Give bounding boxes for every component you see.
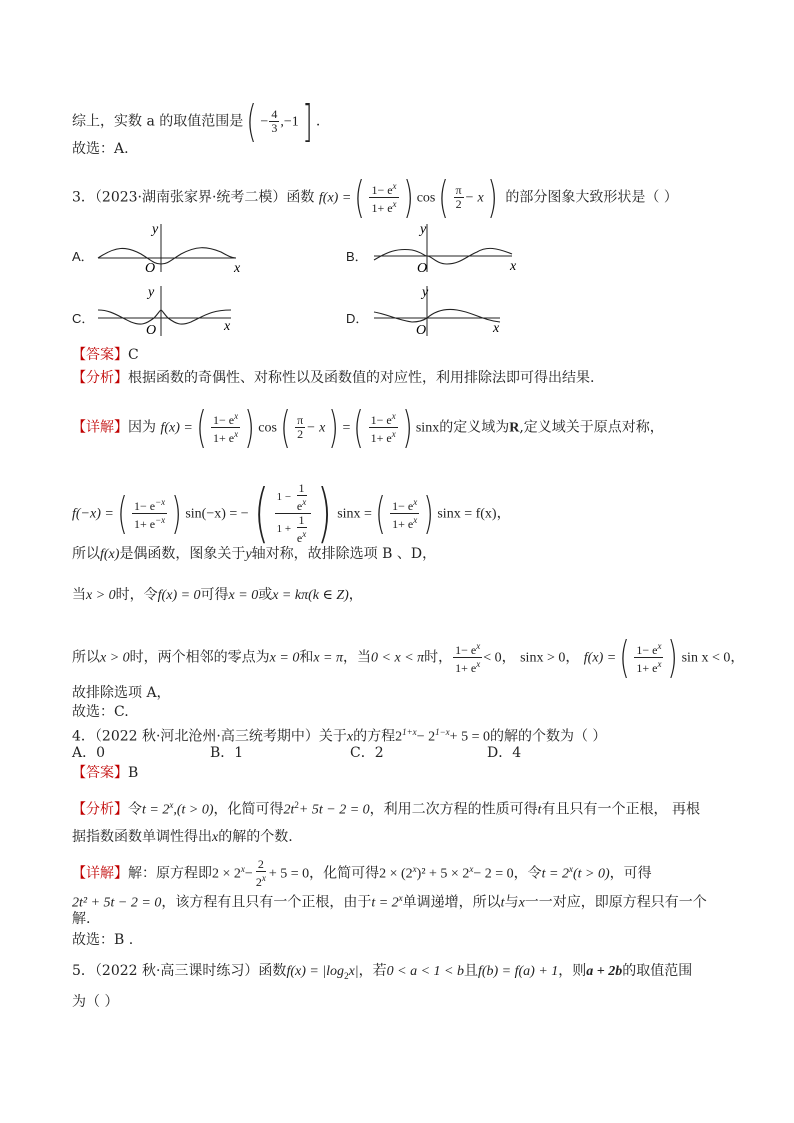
q5-stem-2: 为（ ） [72,994,119,1010]
q3-cos: cos [416,190,436,206]
option-b-graph [372,220,522,275]
q3-zero-line: 当x > 0时，令f(x) = 0可得x = 0或x = kπ(k ∈ Z)， [72,587,363,603]
origin-label: O [416,323,427,338]
y-label: y [422,285,429,300]
q4-analysis-2: 据指数函数单调性得出x的解的个数. [72,829,293,845]
range-fraction [269,108,279,135]
option-c-label: C． [72,311,95,326]
curve [98,248,236,264]
q4-answer: 【答案】B [72,765,139,781]
q3-answer [72,346,139,364]
option-a-label: A． [72,249,94,264]
q3-arg-frac: $\frac{\pi}{2}$ [455,183,462,211]
q4-option-a[interactable]: A．0 [72,745,106,761]
q4-option-c[interactable]: C．2 [350,745,384,761]
origin-label: O [145,261,156,275]
x-label: x [510,259,517,274]
q4-option-d[interactable]: D．4 [487,745,522,761]
q3-detail-1: 【详解】因为 f(x) =( $\frac{1- e^x}{1+ e^x}$ ) cos( $\frac{\pi}{2}$ − x) =( $\frac{1- e^x}{1+ e^x}$ ) sinx的定义域为R,定义域关于原点对称， [72,401,664,453]
option-d-graph [372,282,512,340]
q4-detail-1: 【详解】解：原方程即$2 \times 2^x-$ $\frac{2}{2^x}$ + 5 = 0，化简可得$2 \times (2^x)^2 + 5 \times 2^x- 2 = 0$，令$t = 2^x(t > 0)$，可得 [72,857,652,889]
frac-num: 4 [271,107,278,121]
analysis-text: 根据函数的奇偶性、对称性以及函数值的对应性，利用排除法即可得出结果. [128,370,595,386]
answer-tag: 【答案】 [72,347,128,363]
option-d-label: D． [346,311,369,326]
option-c-graph [96,282,246,340]
range-tail: −1 [283,114,299,130]
option-a-graph [96,220,246,275]
q3-suffix: 的部分图象大致形状是（ ） [505,189,678,206]
answer-value: C [128,347,139,363]
analysis-tag: 【分析】 [72,370,128,386]
y-label: y [152,222,159,237]
open-paren: ( [246,95,257,147]
q4-detail-3: 解. [72,911,91,927]
q3-even-line: 所以f(x)是偶函数，图象关于y轴对称，故排除选项 B 、D， [72,546,437,562]
x-label: x [224,319,231,334]
q3-detail-odd: f(−x) =( $\frac{1- e^{-x}}{1+ e^{-x}}$ ) sin(−x) = −( 1 − $\frac{1}{e^x}$ 1 + $\frac{1}{e^x}$ ) sinx =( $\frac{1- e^x}{1+ e^x}$ ) sinx = f(x)， [72,476,511,551]
detail-tag: 【详解】 [72,419,128,436]
q4-analysis-1: 【分析】令$t = 2^x,(t > 0)$，化简可得$2t^2+ 5t - 2 = 0$，利用二次方程的性质可得t有且只有一个正根， 再根 [72,800,700,818]
conclusion-text: 综上，实数 a 的取值范围是 [72,113,244,130]
curve [98,310,231,324]
q3-analysis [72,369,594,387]
origin-label: O [146,323,157,338]
option-b-label: B． [346,249,368,264]
y-label: y [148,285,155,300]
q5-stem: 5．（2022 秋·高三课时练习）函数$f(x) = |\log_2x|$，若0 < a < 1 < b且f(b) = f(a) + 1，则a + 2b的取值范围 [72,963,693,981]
q4-option-b[interactable]: B．1 [210,745,244,761]
q3-fx: f(x) = [318,190,352,206]
y-label: y [420,222,427,237]
q3-adjacent-line: 所以x > 0时，两个相邻的零点为x = 0和x = π，当0 < x < π时， $\frac{1- e^x}{1+ e^x}$ < 0， sinx > 0， f(x) =( $\frac{1- e^x}{1+ e^x}$ ) sin x < 0， [72,631,745,683]
conclusion-line: 综上，实数 a 的取值范围是( − $\frac{4}{3}$ ,−1] . [72,95,321,147]
close-bracket: ] [302,95,313,147]
answer-line-a: 故选：A. [72,141,129,157]
q3-prefix: 3．（2023·湖南张家界·统考二模）函数 [72,189,315,206]
x-label: x [493,321,500,336]
q3-exclude-a: 故排除选项 A， [72,685,171,701]
q3-final: 故选：C. [72,704,129,720]
q4-stem: 4．（2022 秋·河北沧州·高三统考期中）关于x的方程$2^{1+x}- 2^{1-x}+ 5 = 0$的解的个数为（ ） [72,727,607,745]
x-label: x [234,261,241,275]
origin-label: O [417,261,428,275]
curve [374,309,500,322]
q4-final: 故选：B . [72,932,134,948]
end-dot: . [315,113,321,130]
q4-detail-2: 2t² + 5t − 2 = 0，该方程有且只有一个正根，由于$t = 2^x$单调递增，所以t与x一一对应，即原方程只有一个 [72,893,707,911]
q3-frac: $\frac{1- e^x}{1+ e^x}$ [371,181,397,215]
frac-den: 3 [271,121,278,135]
q3-stem: 3．（2023·湖南张家界·统考二模）函数 f(x) =( $\frac{1- e^x}{1+ e^x}$ ) cos( $\frac{\pi}{2}$ − x) 的部分图象大致形状是（ ） [72,171,678,223]
